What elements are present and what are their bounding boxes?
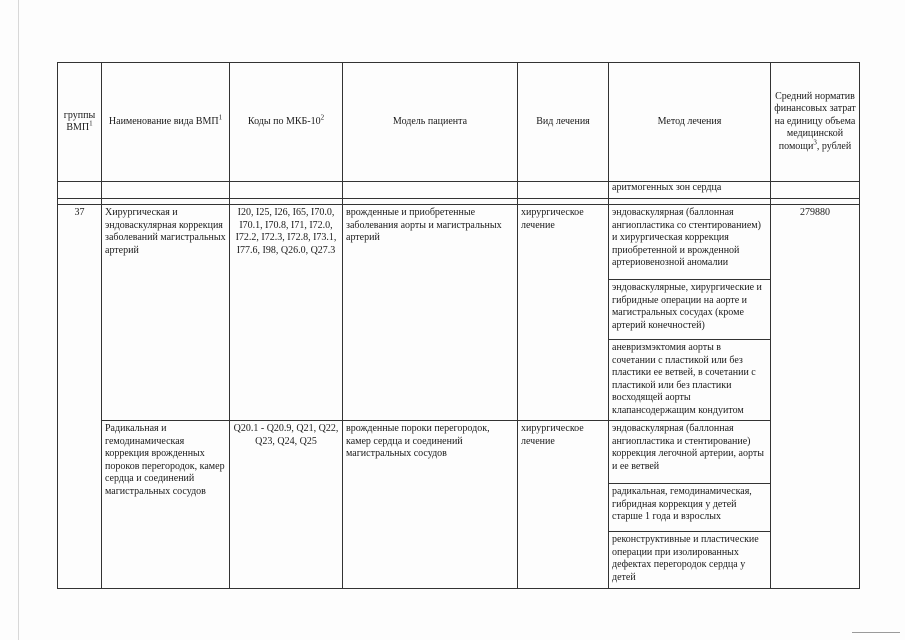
- header-group: группы ВМП$^1$: [58, 63, 102, 182]
- patient-model: врожденные и приобретенные заболевания аорты и магистральных артерий: [343, 205, 518, 421]
- cost-value: 279880: [771, 205, 860, 589]
- carryover-row: [58, 182, 860, 199]
- page-corner-mark: [852, 632, 900, 633]
- treatment-type: хирургическое лечение: [518, 421, 609, 589]
- vmp-table: [57, 62, 860, 589]
- group-number: 37: [58, 205, 102, 589]
- treatment-method: эндоваскулярная (баллонная ангиопластика и стентирование) коррекция легочной артерии, аорты и ее ветвей: [609, 421, 771, 484]
- table-row: [58, 205, 860, 280]
- header-model: Модель пациента: [343, 63, 518, 182]
- table-row: [58, 421, 860, 484]
- treatment-type: хирургическое лечение: [518, 205, 609, 421]
- treatment-method: реконструктивные и пластические операции при изолированных дефектах перегородок сердца у детей: [609, 532, 771, 589]
- treatment-method: радикальная, гемодинамическая, гибридная коррекция у детей старше 1 года и взрослых: [609, 484, 771, 532]
- header-method: Метод лечения: [609, 63, 771, 182]
- vmp-name: Радикальная и гемодинамическая коррекция врожденных пороков перегородок, камер сердца и соединений магистральных сосудов: [102, 421, 230, 589]
- header-treatment-type: Вид лечения: [518, 63, 609, 182]
- treatment-method: эндоваскулярные, хирургические и гибридные операции на аорте и магистральных сосудах (кроме артерий конечностей): [609, 280, 771, 340]
- header-codes: Коды по МКБ-$10^2$: [230, 63, 343, 182]
- icd-codes: Q20.1 - Q20.9, Q21, Q22, Q23, Q24, Q25: [230, 421, 343, 589]
- carryover-method: аритмогенных зон сердца: [609, 182, 771, 199]
- patient-model: врожденные пороки перегородок, камер сердца и соединений магистральных сосудов: [343, 421, 518, 589]
- treatment-method: эндоваскулярная (баллонная ангиопластика со стентированием) и хирургическая коррекция приобретенной и врожденной артериовенозной аномалии: [609, 205, 771, 280]
- icd-codes: I20, I25, I26, I65, I70.0, I70.1, I70.8, I71, I72.0, I72.2, I72.3, I72.8, I73.1, I77.6, I98, Q26.0, Q27.3: [230, 205, 343, 421]
- header-cost: Средний норматив финансовых затрат на единицу объема медицинской помощи$^3$, рублей: [771, 63, 860, 182]
- treatment-method: аневризмэктомия аорты в сочетании с пластикой или без пластики ее ветвей, в сочетании с пластикой или без пластики восходящей аорты клапансодержащим кондуитом: [609, 340, 771, 421]
- header-row: [58, 63, 860, 182]
- vmp-name: Хирургическая и эндоваскулярная коррекция заболеваний магистральных артерий: [102, 205, 230, 421]
- header-name: Наименование вида ВМП$^1$: [102, 63, 230, 182]
- page-edge: [18, 0, 19, 640]
